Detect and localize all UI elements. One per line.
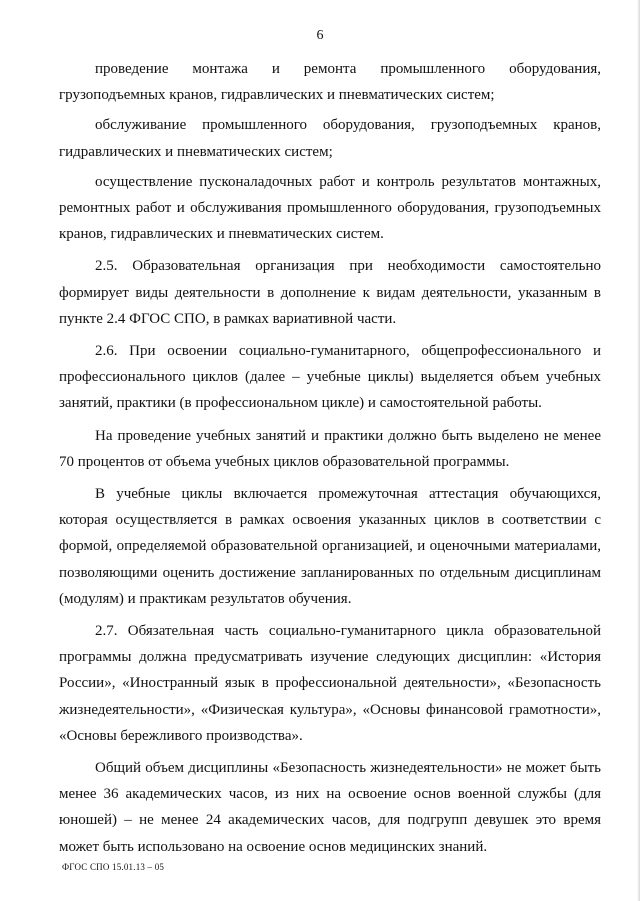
document-footer-code: ФГОС СПО 15.01.13 – 05 <box>62 862 165 872</box>
paragraph-3: осуществление пусконаладочных работ и контроль результатов монтажных, ремонтных работ и обслуживания промышленного оборудования, грузоподъемных кранов, гидравлических и пневматических систем. <box>59 173 601 243</box>
paragraph-8: 2.7. Обязательная часть социально-гуманитарного цикла образовательной программы должна предусматривать изучение следующих дисциплин: «История России», «Иностранный язык в профессиональной деятельности», «Безопасность жизнедеятельности», «Физическая культура», «Основы финансовой грамотности», «Основы бережливого производства». <box>59 623 601 744</box>
paragraph-9: Общий объем дисциплины «Безопасность жизнедеятельности» не может быть менее 36 академических часов, из них на освоение основ военной службы (для юношей) – не менее 24 академических часов, для подгрупп девушек это время может быть использовано на освоение основ медицинских знаний. <box>59 760 601 855</box>
page-number: 6 <box>316 28 324 43</box>
paragraph-6: На проведение учебных занятий и практики должно быть выделено не менее 70 процентов от объема учебных циклов образовательной программы. <box>59 427 601 470</box>
document-body <box>59 56 601 866</box>
paragraph-4: 2.5. Образовательная организация при необходимости самостоятельно формирует виды деятельности в дополнение к видам деятельности, указанным в пункте 2.4 ФГОС СПО, в рамках вариативной части. <box>59 258 601 327</box>
paragraph-7: В учебные циклы включается промежуточная аттестация обучающихся, которая осуществляется в рамках освоения указанных циклов в соответствии с формой, определяемой образовательной организацией, и оценочными материалами, позволяющими оценить достижение запланированных по отдельным дисциплинам (модулям) и практикам результатов обучения. <box>59 486 601 607</box>
paragraph-2: обслуживание промышленного оборудования, грузоподъемных кранов, гидравлических и пневматических систем; <box>59 117 601 160</box>
paragraph-5: 2.6. При освоении социально-гуманитарного, общепрофессионального и профессионального циклов (далее – учебные циклы) выделяется объем учебных занятий, практики (в профессиональном цикле) и самостоятельной работы. <box>59 343 601 412</box>
paragraph-1: проведение монтажа и ремонта промышленного оборудования, грузоподъемных кранов, гидравлических и пневматических систем; <box>59 61 601 104</box>
